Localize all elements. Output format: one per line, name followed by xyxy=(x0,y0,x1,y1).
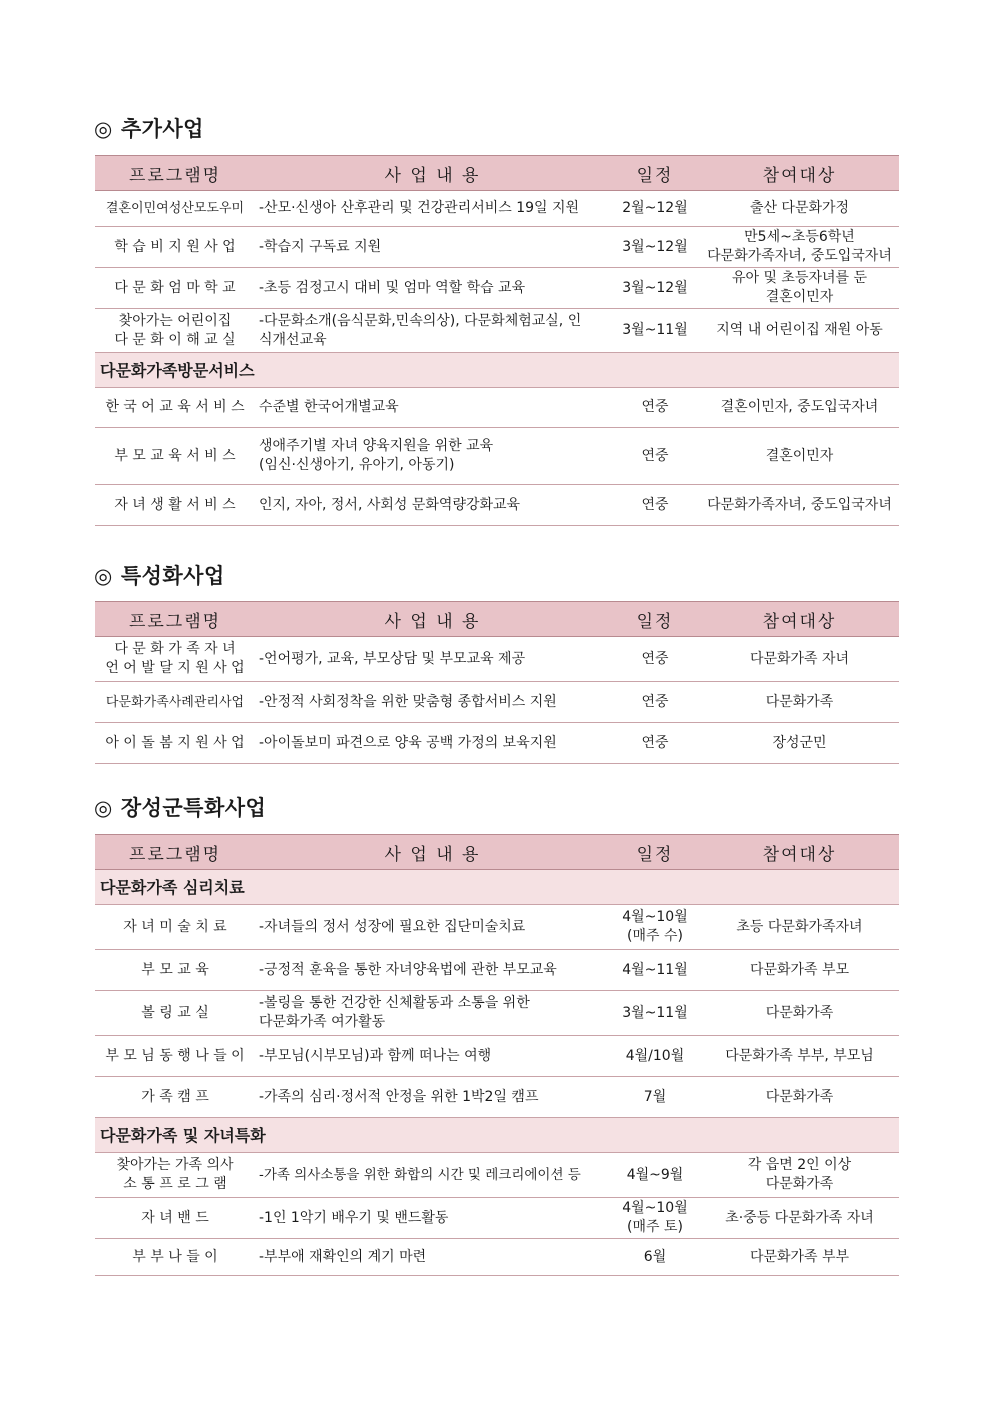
program-target: 결혼이민자 xyxy=(700,428,899,485)
table-row xyxy=(95,1198,899,1239)
col-header-target: 참여대상 xyxy=(700,602,899,637)
table-row xyxy=(95,637,899,682)
program-schedule: 4월~9월 xyxy=(610,1153,700,1198)
category-row xyxy=(95,353,899,388)
category-label: 다문화가족 심리치료 xyxy=(95,870,899,905)
program-target: 다문화가족 부부 xyxy=(700,1239,899,1276)
program-schedule: 3월~12월 xyxy=(610,227,700,268)
program-schedule: 연중 xyxy=(610,428,700,485)
program-name: 자 녀 밴 드 xyxy=(95,1198,255,1239)
col-header-content: 사 업 내 용 xyxy=(255,835,610,870)
program-schedule: 4월/10월 xyxy=(610,1036,700,1077)
col-header-schedule: 일정 xyxy=(610,835,700,870)
program-content: -다문화소개(음식문화,민속의상), 다문화체험교실, 인 식개선교육 xyxy=(255,309,610,353)
program-content: -아이돌보미 파견으로 양육 공백 가정의 보육지원 xyxy=(255,723,610,764)
col-header-content: 사 업 내 용 xyxy=(255,156,610,191)
program-target: 유아 및 초등자녀를 둔 결혼이민자 xyxy=(700,268,899,309)
program-content: -안정적 사회정착을 위한 맞춤형 종합서비스 지원 xyxy=(255,682,610,723)
program-content: 생애주기별 자녀 양육지원을 위한 교육 (임신·신생아기, 유아기, 아동기) xyxy=(255,428,610,485)
category-label: 다문화가족 및 자녀특화 xyxy=(95,1118,899,1153)
program-schedule: 연중 xyxy=(610,388,700,428)
program-content: -부모님(시부모님)과 함께 떠나는 여행 xyxy=(255,1036,610,1077)
program-target: 각 읍면 2인 이상 다문화가족 xyxy=(700,1153,899,1198)
program-content: -볼링을 통한 건강한 신체활동과 소통을 위한 다문화가족 여가활동 xyxy=(255,991,610,1036)
program-schedule: 2월~12월 xyxy=(610,191,700,227)
program-target: 다문화가족 부부, 부모님 xyxy=(700,1036,899,1077)
program-target: 지역 내 어린이집 재원 아동 xyxy=(700,309,899,353)
program-content: 인지, 자아, 정서, 사회성 문화역량강화교육 xyxy=(255,485,610,526)
program-target: 다문화가족자녀, 중도입국자녀 xyxy=(700,485,899,526)
col-header-schedule: 일정 xyxy=(610,156,700,191)
program-name: 볼 링 교 실 xyxy=(95,991,255,1036)
program-schedule: 4월~11월 xyxy=(610,950,700,991)
program-target: 초·중등 다문화가족 자녀 xyxy=(700,1198,899,1239)
table-header-row xyxy=(95,835,899,870)
program-name: 자 녀 미 술 치 료 xyxy=(95,905,255,950)
program-name: 가 족 캠 프 xyxy=(95,1077,255,1118)
col-header-program: 프로그램명 xyxy=(95,602,255,637)
table-row xyxy=(95,485,899,526)
program-target: 다문화가족 자녀 xyxy=(700,637,899,682)
program-schedule: 연중 xyxy=(610,723,700,764)
program-name: 학 습 비 지 원 사 업 xyxy=(95,227,255,268)
col-header-program: 프로그램명 xyxy=(95,156,255,191)
program-target: 결혼이민자, 중도입국자녀 xyxy=(700,388,899,428)
table-row xyxy=(95,428,899,485)
category-label: 다문화가족방문서비스 xyxy=(95,353,899,388)
table-row xyxy=(95,682,899,723)
program-target: 장성군민 xyxy=(700,723,899,764)
table-row xyxy=(95,1077,899,1118)
table-row xyxy=(95,723,899,764)
program-content: -산모·신생아 산후관리 및 건강관리서비스 19일 지원 xyxy=(255,191,610,227)
table-header-row xyxy=(95,156,899,191)
program-name: 찾아가는 가족 의사 소 통 프 로 그 램 xyxy=(95,1153,255,1198)
col-header-content: 사 업 내 용 xyxy=(255,602,610,637)
table-row xyxy=(95,1239,899,1276)
table-row xyxy=(95,950,899,991)
col-header-target: 참여대상 xyxy=(700,156,899,191)
table-row xyxy=(95,991,899,1036)
program-content: -초등 검정고시 대비 및 엄마 역할 학습 교육 xyxy=(255,268,610,309)
program-schedule: 4월~10월 (매주 토) xyxy=(610,1198,700,1239)
program-name: 아 이 돌 봄 지 원 사 업 xyxy=(95,723,255,764)
program-target: 출산 다문화가정 xyxy=(700,191,899,227)
program-name: 자 녀 생 활 서 비 스 xyxy=(95,485,255,526)
program-name: 부 부 나 들 이 xyxy=(95,1239,255,1276)
program-name: 한 국 어 교 육 서 비 스 xyxy=(95,388,255,428)
program-content: -가족 의사소통을 위한 화합의 시간 및 레크리에이션 등 xyxy=(255,1153,610,1198)
program-schedule: 연중 xyxy=(610,637,700,682)
additional-programs-table xyxy=(95,155,899,526)
section-title-specialized: ◎ 특성화사업 xyxy=(94,564,225,588)
section-title-additional: ◎ 추가사업 xyxy=(94,117,204,141)
program-name: 부 모 교 육 xyxy=(95,950,255,991)
program-name: 부 모 교 육 서 비 스 xyxy=(95,428,255,485)
specialized-programs-table xyxy=(95,601,899,764)
table-row xyxy=(95,309,899,353)
program-name: 다 문 화 엄 마 학 교 xyxy=(95,268,255,309)
table-header-row xyxy=(95,602,899,637)
program-content: -자녀들의 정서 성장에 필요한 집단미술치료 xyxy=(255,905,610,950)
program-target: 초등 다문화가족자녀 xyxy=(700,905,899,950)
col-header-program: 프로그램명 xyxy=(95,835,255,870)
program-name: 찾아가는 어린이집 다 문 화 이 해 교 실 xyxy=(95,309,255,353)
col-header-schedule: 일정 xyxy=(610,602,700,637)
table-row xyxy=(95,905,899,950)
program-target: 다문화가족 xyxy=(700,1077,899,1118)
category-row xyxy=(95,870,899,905)
program-name: 다 문 화 가 족 자 녀 언 어 발 달 지 원 사 업 xyxy=(95,637,255,682)
program-schedule: 3월~11월 xyxy=(610,309,700,353)
program-target: 다문화가족 xyxy=(700,991,899,1036)
table-row xyxy=(95,268,899,309)
program-target: 다문화가족 부모 xyxy=(700,950,899,991)
program-name: 부 모 님 동 행 나 들 이 xyxy=(95,1036,255,1077)
program-schedule: 연중 xyxy=(610,682,700,723)
col-header-target: 참여대상 xyxy=(700,835,899,870)
program-content: -학습지 구독료 지원 xyxy=(255,227,610,268)
table-row xyxy=(95,191,899,227)
program-target: 만5세~초등6학년 다문화가족자녀, 중도입국자녀 xyxy=(700,227,899,268)
program-schedule: 3월~11월 xyxy=(610,991,700,1036)
jangseong-programs-table xyxy=(95,834,899,1276)
table-row xyxy=(95,1036,899,1077)
program-content: -긍정적 훈육을 통한 자녀양육법에 관한 부모교육 xyxy=(255,950,610,991)
table-row xyxy=(95,227,899,268)
program-name: 다문화가족사례관리사업 xyxy=(95,682,255,723)
program-name: 결혼이민여성산모도우미 xyxy=(95,191,255,227)
program-schedule: 3월~12월 xyxy=(610,268,700,309)
program-target: 다문화가족 xyxy=(700,682,899,723)
program-schedule: 6월 xyxy=(610,1239,700,1276)
program-schedule: 연중 xyxy=(610,485,700,526)
program-content: -1인 1악기 배우기 및 밴드활동 xyxy=(255,1198,610,1239)
program-content: -부부애 재확인의 계기 마련 xyxy=(255,1239,610,1276)
program-content: -가족의 심리·정서적 안정을 위한 1박2일 캠프 xyxy=(255,1077,610,1118)
section-title-jangseong: ◎ 장성군특화사업 xyxy=(94,796,267,820)
table-row xyxy=(95,388,899,428)
program-content: 수준별 한국어개별교육 xyxy=(255,388,610,428)
table-row xyxy=(95,1153,899,1198)
program-schedule: 7월 xyxy=(610,1077,700,1118)
category-row xyxy=(95,1118,899,1153)
program-schedule: 4월~10월 (매주 수) xyxy=(610,905,700,950)
program-content: -언어평가, 교육, 부모상담 및 부모교육 제공 xyxy=(255,637,610,682)
